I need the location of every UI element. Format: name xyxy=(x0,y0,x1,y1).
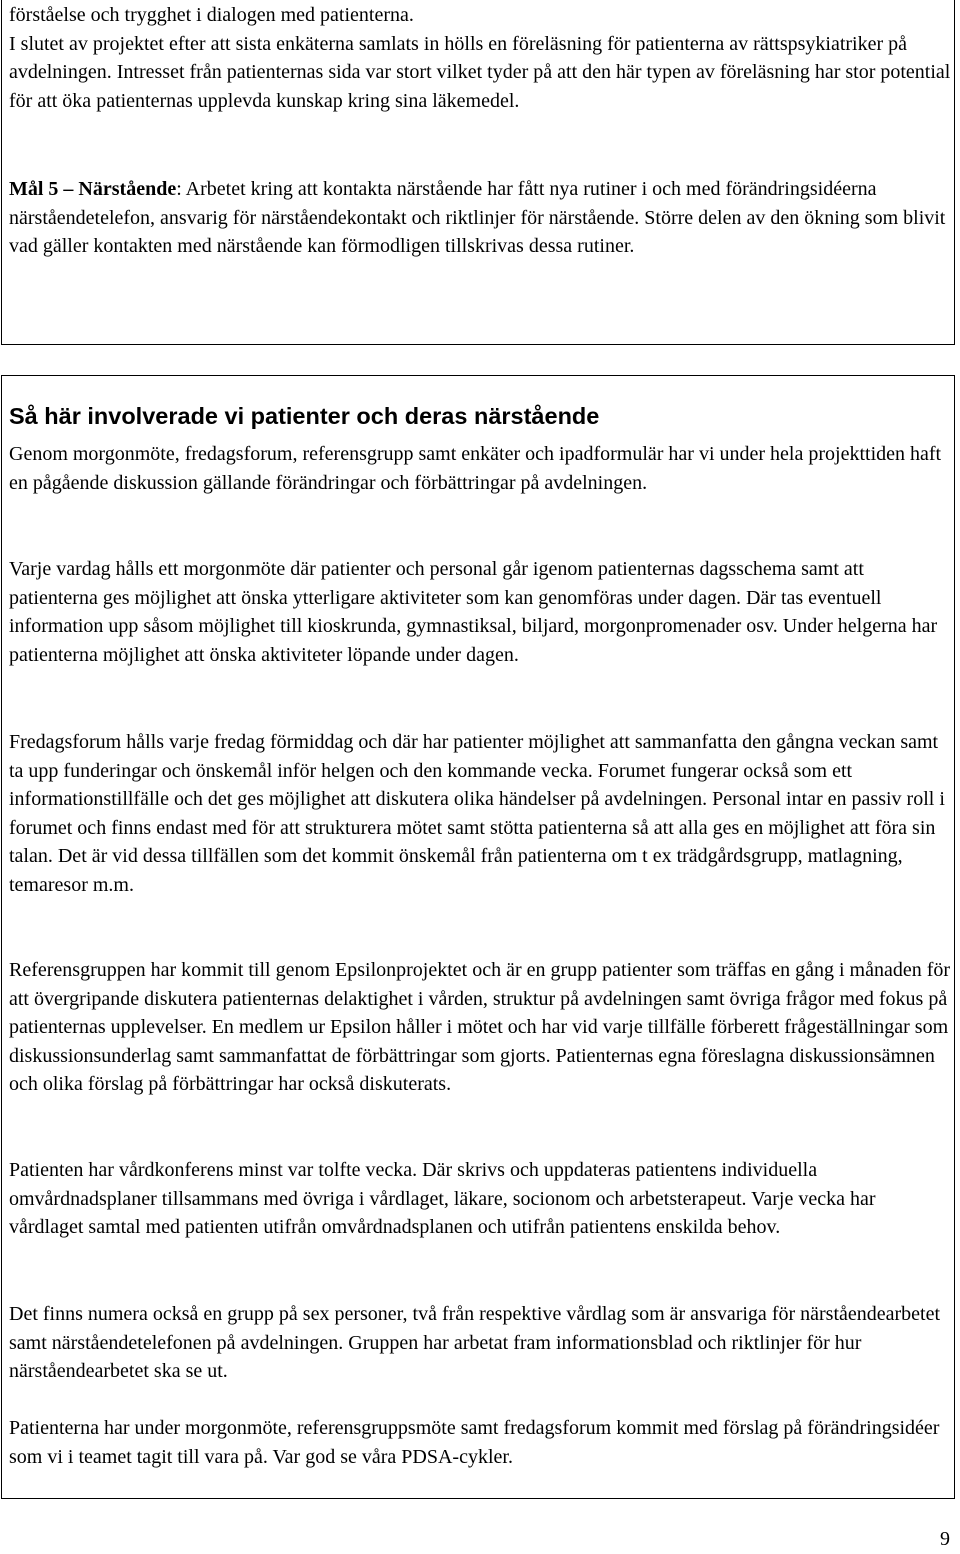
paragraph-friday-forum: Fredagsforum hålls varje fredag förmiddag och där har patienter möjlighet att sammanfatta den gångna veckan samt ta upp funderingar och önskemål inför helgen och den kommande vecka. Forumet fungerar också som ett informationstillfälle och det ges möjlighet att diskutera olika händelser på avdelningen. Personal intar en passiv roll i forumet och finns endast med för att strukturera mötet samt stötta patienterna så att alla ges en möjlighet att föra sin talan. Det är vid dessa tillfällen som det kommit önskemål från patienterna om t ex trädgårdsgrupp, matlagning, temaresor m.m. xyxy=(9,731,945,896)
paragraph-intro-line: förståelse och trygghet i dialogen med patienterna. xyxy=(9,4,414,26)
goal-5-label: Mål 5 – Närstående xyxy=(9,178,177,200)
section-heading: Så här involverade vi patienter och deras närstående xyxy=(9,403,600,429)
paragraph-relatives-group: Det finns numera också en grupp på sex personer, två från respektive vårdlag som är ansvariga för närståendearbetet samt närståendetelefonen på avdelningen. Gruppen har arbetat fram informationsblad och riktlinjer för hur närståendearbetet ska se ut. xyxy=(9,1303,941,1383)
paragraph-reference-group: Referensgruppen har kommit till genom Epsilonprojektet och är en grupp patienter som träffas en gång i månaden för att övergripande diskutera patienternas delaktighet i vården, struktur på avdelningen samt övriga frågor med fokus på patienternas upplevelser. En medlem ur Epsilon håller i mötet och har vid varje tillfälle förberett frågeställningar som diskussionsunderlag samt sammanfattat de förbättringar som gjorts. Patienternas egna föreslagna diskussionsämnen och olika förslag på förbättringar har också diskuterats. xyxy=(9,959,951,1096)
paragraph-goal-5 xyxy=(9,175,952,261)
paragraph-overview: Genom morgonmöte, fredagsforum, referensgrupp samt enkäter och ipadformulär har vi under hela projekttiden haft en pågående diskussion gällande förändringar och förbättringar på avdelningen. xyxy=(9,443,942,494)
paragraph-lecture: I slutet av projektet efter att sista enkäterna samlats in hölls en föreläsning för patienterna av rättspsykiatriker på avdelningen. Intresset från patienternas sida var stort vilket tyder på att den här typen av föreläsning har stor potential för att öka patienternas upplevda kunskap kring sina läkemedel. xyxy=(9,32,951,112)
paragraph-morning-meeting: Varje vardag hålls ett morgonmöte där patienter och personal går igenom patienternas dagsschema samt att patienterna ges möjlighet att önska ytterligare aktiviteter som kan genomföras under dagen. Där tas eventuell information upp såsom möjlighet till kioskrunda, gymnastiksal, biljard, morgonpromenader osv. Under helgerna har patienterna möjlighet att önska aktiviteter löpande under dagen. xyxy=(9,558,938,666)
page-number: 9 xyxy=(940,1528,950,1550)
goal-5-text: : Arbetet kring att kontakta närstående har fått nya rutiner i och med förändringsidéerna närståendetelefon, ansvarig för närståendekontakt och riktlinjer för närstående. Större delen av den ökning som blivit vad gäller kontakten med närstående kan förmodligen tillskrivas dessa rutiner. xyxy=(9,178,946,258)
paragraph-change-ideas: Patienterna har under morgonmöte, referensgruppsmöte samt fredagsforum kommit med förslag på förändringsidéer som vi i teamet tagit till vara på. Var god se våra PDSA-cykler. xyxy=(9,1417,940,1468)
paragraph-care-conference: Patienten har vårdkonferens minst var tolfte vecka. Där skrivs och uppdateras patientens individuella omvårdnadsplaner tillsammans med övriga i vårdlaget, läkare, socionom och arbetsterapeut. Varje vecka har vårdlaget samtal med patienten utifrån omvårdnadsplanen och utifrån patientens enskilda behov. xyxy=(9,1159,876,1239)
